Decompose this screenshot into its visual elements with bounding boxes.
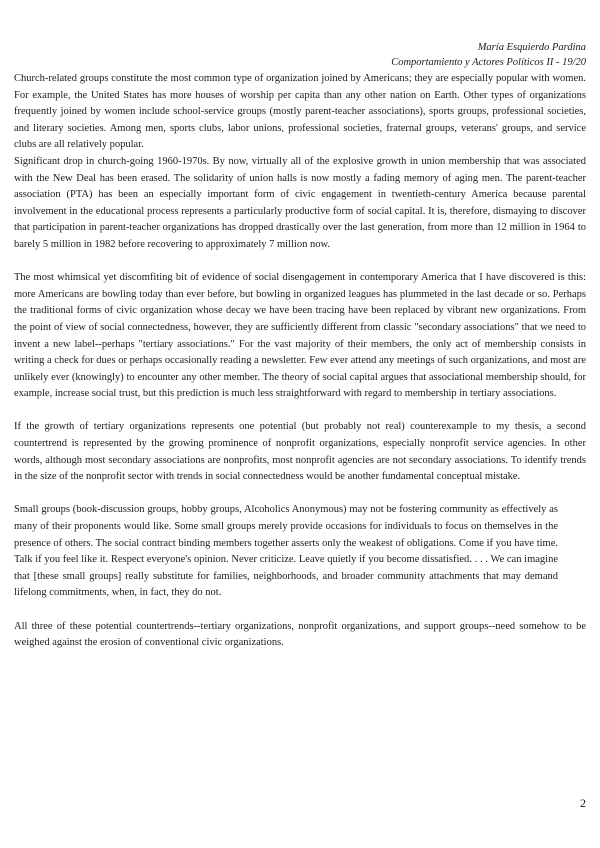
header-course: Comportamiento y Actores Políticos II - 19/20 bbox=[391, 57, 586, 68]
document-body bbox=[14, 71, 586, 652]
page-header bbox=[391, 40, 586, 70]
paragraph-decline: Significant drop in church-going 1960-1970s. By now, virtually all of the explosive growth in union membership that was associated with the New Deal has been erased. The solidarity of union halls is now mostly a fading memory of aging men. The parent-teacher association (PTA) has been an especially important form of civic engagement in twentieth-century America because parental involvement in the educational process represents a particularly productive form of social capital. It is, therefore, dismaying to discover that participation in parent-teacher organizations has dropped drastically over the last generation, from more than 12 million in 1964 to barely 5 million in 1982 before recovering to approximately 7 million now. bbox=[14, 155, 586, 250]
paragraph-conclusion: All three of these potential countertrends--tertiary organizations, nonprofit organizations, and support groups--need somehow to be weighed against the erosion of conventional civic organizations. bbox=[14, 620, 586, 649]
paragraph-nonprofit: If the growth of tertiary organizations represents one potential (but probably not real) counterexample to my thesis, a second countertrend is represented by the growing prominence of nonprofit organizations, especially nonprofit service agencies. In other words, although most secondary associations are nonprofits, most nonprofit agencies are not secondary associations. To identify trends in the size of the nonprofit sector with trends in social connectedness would be another fundamental conceptual mistake. bbox=[14, 421, 586, 483]
page-number: 2 bbox=[580, 796, 586, 810]
paragraph-church-groups: Church-related groups constitute the most common type of organization joined by Americans; they are especially popular with women. For example, the United States has more houses of worship per capita than any other nation on Earth. Other types of organizations frequently joined by women include school-service groups (mostly parent-teacher associations), sports groups, professional societies, and literary societies. Among men, sports clubs, labor unions, professional societies, fraternal groups, veterans' groups, and service clubs are all relatively popular. bbox=[14, 73, 586, 151]
paragraph-bowling: The most whimsical yet discomfiting bit of evidence of social disengagement in contemporary America that I have discovered is this: more Americans are bowling today than ever before, but bowling in organized leagues has plummeted in the last decade or so. Perhaps the traditional forms of civic organization whose decay we have been tracing have been replaced by vibrant new organizations. From the point of view of social connectedness, however, they are sufficiently different from classic "secondary associations" that we need to invent a new label--perhaps "tertiary associations." For the vast majority of their members, the only act of membership consists in writing a check for dues or perhaps occasionally reading a newsletter. Few ever attend any meetings of such organizations, and most are unlikely ever (knowingly) to encounter any other member. The theory of social capital argues that associational membership should, for example, increase social trust, but this prediction is much less straightforward with regard to membership in tertiary associations. bbox=[14, 272, 586, 400]
paragraph-small-groups: Small groups (book-discussion groups, hobby groups, Alcoholics Anonymous) may not be fostering community as effectively as many of their proponents would like. Some small groups merely provide occasions for individuals to focus on themselves in the presence of others. The social contract binding members together asserts only the weakest of obligations. Come if you have time. Talk if you feel like it. Respect everyone's opinion. Never criticize. Leave quietly if you become dissatisfied. . . . We can imagine that [these small groups] really substitute for families, neighborhoods, and broader community attachments that may demand lifelong commitments, when, in fact, they do not. bbox=[14, 504, 558, 599]
header-author: María Esquierdo Pardina bbox=[477, 42, 586, 53]
